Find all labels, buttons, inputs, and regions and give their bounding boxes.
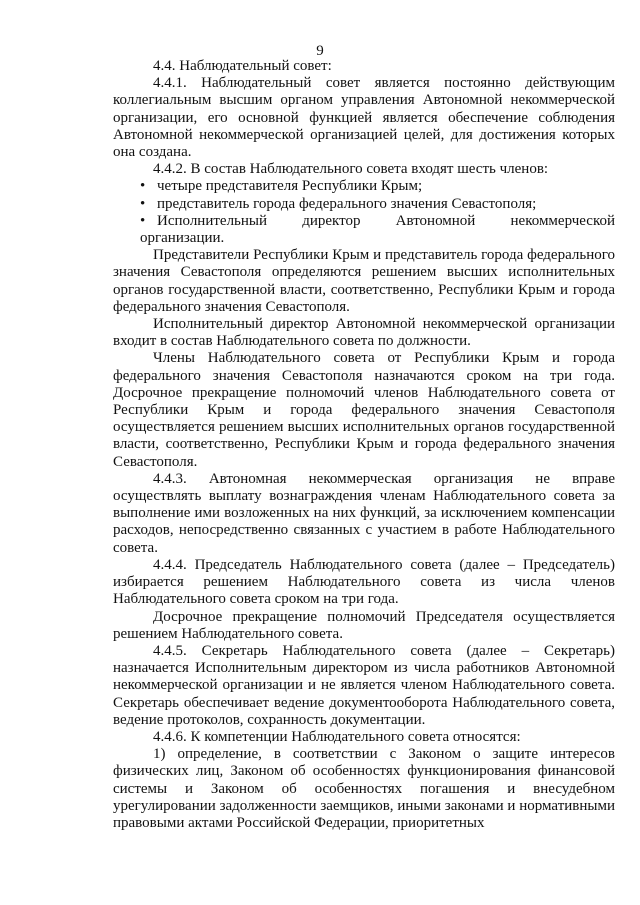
paragraph-4-4-5: 4.4.5. Секретарь Наблюдательного совета (далее – Секретарь) назначается Исполнительным директором из числа работников Автономной некоммерческой организации и не является членом Наблюдательного совета. Секретарь обеспечивает ведение документооборота Наблюдательного совета, ведение протоколов, сохранность документации. bbox=[113, 642, 615, 728]
paragraph-chairman-termination: Досрочное прекращение полномочий Председателя осуществляется решением Наблюдательного совета. bbox=[113, 608, 615, 642]
paragraph-4-4-3: 4.4.3. Автономная некоммерческая организация не вправе осуществлять выплату вознаграждения членам Наблюдательного совета за выполнение ими возложенных на них функций, за исключением компенсации расходов, непосредственно связанных с участием в работе Наблюдательного совета. bbox=[113, 470, 615, 556]
members-list bbox=[113, 178, 615, 247]
paragraph-competence-item-1: 1) определение, в соответствии с Законом о защите интересов физических лиц, Законом об особенностях функционирования финансовой системы и Законом об особенностях погашения и внесудебном урегулировании задолженности заемщиков, иными законами и нормативными правовыми актами Российской Федерации, приоритетных bbox=[113, 746, 615, 831]
bullet-icon: • bbox=[140, 178, 146, 195]
document-body bbox=[113, 58, 615, 832]
list-item-text: представитель города федерального значения Севастополя; bbox=[157, 195, 537, 212]
paragraph-4-4-2: 4.4.2. В состав Наблюдательного совета входят шесть членов: bbox=[153, 161, 549, 178]
list-item bbox=[113, 213, 615, 247]
section-heading-4-4: 4.4. Наблюдательный совет: bbox=[153, 58, 332, 74]
list-item-text: Исполнительный директор Автономной некоммерческой bbox=[157, 212, 615, 229]
bullet-icon: • bbox=[140, 212, 146, 229]
page-number: 9 bbox=[316, 43, 324, 59]
paragraph-4-4-4: 4.4.4. Председатель Наблюдательного совета (далее – Председатель) избирается решением Наблюдательного совета из числа членов Наблюдательного совета сроком на три года. bbox=[113, 556, 615, 608]
paragraph-representatives: Представители Республики Крым и представитель города федерального значения Севастополя определяются решением высших исполнительных органов государственной власти, соответственно, Республики Крым и города федерального значения Севастополя. bbox=[113, 247, 615, 315]
paragraph-members-term: Члены Наблюдательного совета от Республики Крым и города федерального значения Севастополя назначаются сроком на три года. Досрочное прекращение полномочий членов Наблюдательного совета от Республики Крым и города федерального значения Севастополя осуществляется решением высших исполнительных органов государственной власти, соответственно, Республики Крым и города федерального значения Севастополя. bbox=[113, 350, 615, 470]
list-item-text: четыре представителя Республики Крым; bbox=[157, 178, 423, 195]
paragraph-4-4-6: 4.4.6. К компетенции Наблюдательного совета относятся: bbox=[153, 728, 521, 745]
list-item bbox=[113, 196, 615, 213]
paragraph-4-4-1: 4.4.1. Наблюдательный совет является постоянно действующим коллегиальным высшим органом управления Автономной некоммерческой организации, его основной функцией является обеспечение соблюдения Автономной некоммерческой организацией целей, для достижения которых она создана. bbox=[113, 75, 615, 161]
paragraph-executive-director: Исполнительный директор Автономной некоммерческой организации входит в состав Наблюдательного совета по должности. bbox=[113, 316, 615, 350]
list-item bbox=[113, 178, 615, 195]
list-item-text-continued: организации. bbox=[140, 230, 225, 247]
bullet-icon: • bbox=[140, 195, 146, 212]
